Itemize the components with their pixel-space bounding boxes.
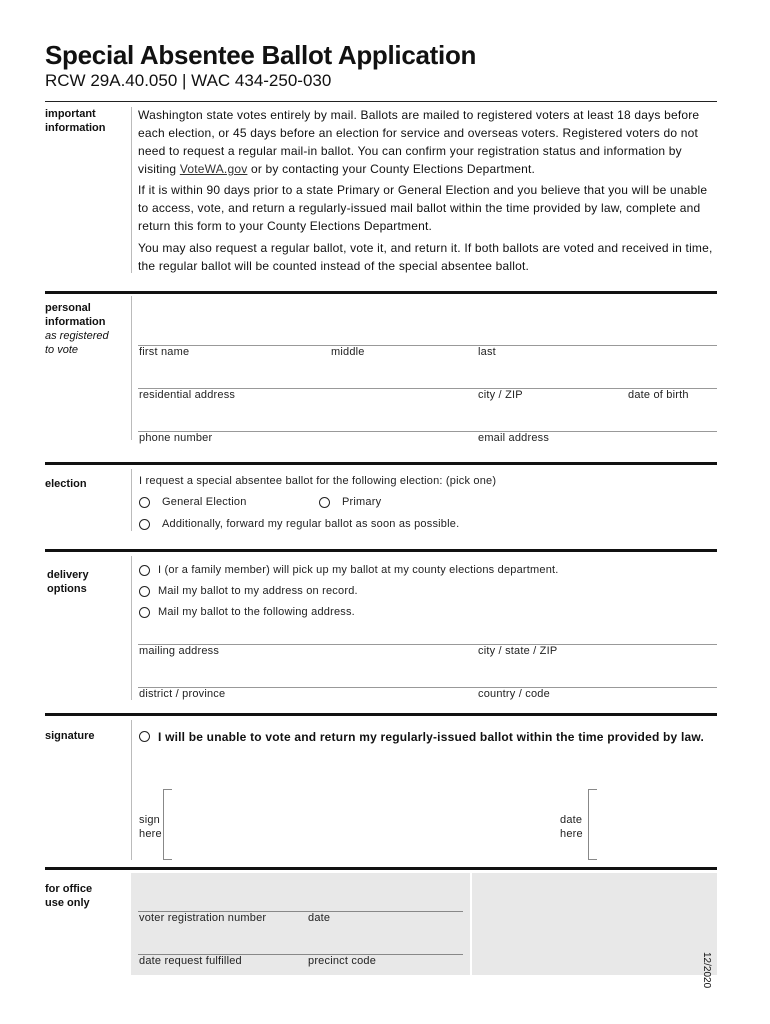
- office-use-separator: [470, 873, 472, 975]
- section-bar: [131, 720, 132, 860]
- section-divider: [45, 291, 717, 294]
- radio-circle-icon[interactable]: [139, 586, 150, 597]
- info-paragraph-2: If it is within 90 days prior to a state Primary or General Election and you believe that you will be unable to access, vote, and return a regularly-issued mail ballot within the time provided by law, complete and return this form to your County Elections Department.: [138, 183, 708, 233]
- mailing-address-label: mailing address: [139, 645, 220, 657]
- residential-address-label: residential address: [139, 389, 236, 401]
- section-bar: [131, 107, 132, 273]
- votewa-link[interactable]: VoteWA.gov: [179, 162, 248, 176]
- pickup-option[interactable]: I (or a family member) will pick up my ballot at my county elections department.: [139, 564, 559, 576]
- sign-here-label: sign here: [139, 814, 162, 840]
- info-paragraph-3: You may also request a regular ballot, vote it, and return it. If both ballots are voted and received in time, the regular ballot will be counted instead of the special absentee ballot.: [138, 241, 713, 273]
- forward-regular-ballot-option[interactable]: Additionally, forward my regular ballot as soon as possible.: [139, 518, 459, 530]
- radio-circle-icon[interactable]: [139, 497, 150, 508]
- city-zip-label: city / ZIP: [478, 389, 523, 401]
- office-date-label: date: [308, 912, 331, 924]
- first-name-label: first name: [139, 346, 190, 358]
- district-province-label: district / province: [139, 688, 226, 700]
- mail-to-following-option[interactable]: Mail my ballot to the following address.: [139, 606, 355, 618]
- section-label-important: important information: [45, 108, 106, 134]
- unable-to-vote-statement[interactable]: I will be unable to vote and return my regularly-issued ballot within the time provided by law.: [139, 729, 709, 745]
- mailing-address-line[interactable]: [138, 644, 717, 645]
- section-label-personal: personal information as registered to vote: [45, 302, 109, 356]
- date-here-label: date here: [560, 814, 583, 840]
- city-state-zip-label: city / state / ZIP: [478, 645, 558, 657]
- info-paragraph-1: Washington state votes entirely by mail. Ballots are mailed to registered voters at least 18 days before each election, or 45 days before an election for service and overseas voters. Registered voters do not need to request a regular mail-in ballot. You can confirm your registration status and information by visiting VoteWA.gov or by contacting your County Elections Department.: [138, 108, 700, 176]
- radio-circle-icon[interactable]: [319, 497, 330, 508]
- name-line[interactable]: [138, 345, 717, 346]
- section-divider: [45, 867, 717, 870]
- voter-registration-number-label: voter registration number: [139, 912, 267, 924]
- signature-bracket-left: [163, 789, 172, 860]
- section-label-delivery: delivery options: [47, 569, 89, 595]
- country-code-label: country / code: [478, 688, 550, 700]
- date-of-birth-label: date of birth: [628, 389, 689, 401]
- last-name-label: last: [478, 346, 496, 358]
- section-label-signature: signature: [45, 730, 95, 742]
- email-address-label: email address: [478, 432, 550, 444]
- form-version: 12/2020: [701, 952, 712, 989]
- section-bar: [131, 556, 132, 700]
- phone-number-label: phone number: [139, 432, 213, 444]
- radio-circle-icon[interactable]: [139, 565, 150, 576]
- date-bracket-left: [588, 789, 597, 860]
- precinct-code-label: precinct code: [308, 955, 377, 967]
- primary-option[interactable]: Primary: [319, 496, 381, 508]
- section-label-election: election: [45, 478, 87, 490]
- middle-name-label: middle: [331, 346, 365, 358]
- radio-circle-icon[interactable]: [139, 607, 150, 618]
- section-bar: [131, 469, 132, 531]
- page-subtitle: RCW 29A.40.050 | WAC 434-250-030: [45, 71, 332, 90]
- radio-circle-icon[interactable]: [139, 519, 150, 530]
- radio-circle-icon[interactable]: [139, 731, 150, 742]
- page-title: Special Absentee Ballot Application: [45, 40, 477, 70]
- section-bar: [131, 296, 132, 440]
- general-election-option[interactable]: General Election: [139, 496, 247, 508]
- contact-line[interactable]: [138, 431, 717, 432]
- section-label-office: for office use only: [45, 883, 93, 909]
- election-prompt: I request a special absentee ballot for the following election: (pick one): [139, 475, 497, 487]
- section-divider: [45, 713, 717, 716]
- mail-to-record-option[interactable]: Mail my ballot to my address on record.: [139, 585, 358, 597]
- section-divider: [45, 549, 717, 552]
- date-request-fulfilled-label: date request fulfilled: [139, 955, 242, 967]
- header-divider: [45, 101, 717, 102]
- section-divider: [45, 462, 717, 465]
